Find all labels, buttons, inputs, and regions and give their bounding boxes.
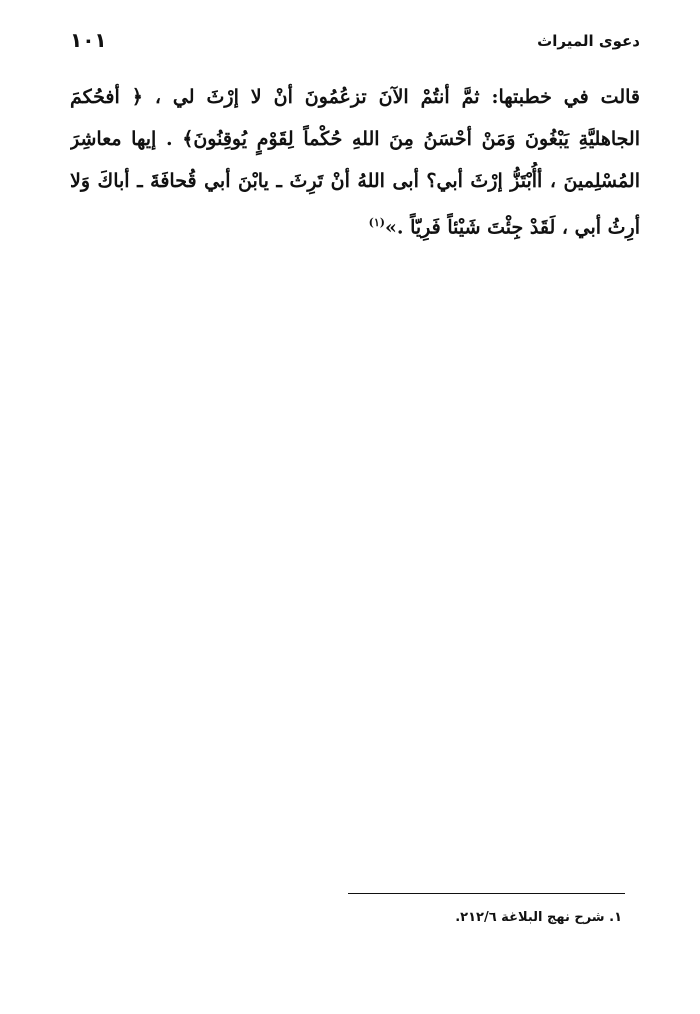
body-line-4-text: أرِثُ أبي ، لَقَدْ جِئْتَ شَيْئاً فَرِيّاً .» [385,216,640,239]
page-header [70,30,640,60]
footnote-reference[interactable]: (١) [368,216,385,229]
body-line-3: المُسْلِمينَ ، أأُبْتَزُّ إرْثَ أبي؟ أبى اللهُ أنْ تَرِثَ ـ يابْنَ أبي قُحافَةَ ـ أباكَ وَلا [70,170,640,192]
footnote-separator [348,893,625,894]
body-line-1: قالت في خطبتها: ثمَّ أنتُمْ الآنَ تزعُمُونَ أنْ لا إرْثَ لي ، ﴿ أفحُكمَ [70,86,640,108]
body-paragraph [70,78,640,246]
page-number: ١٠١ [70,28,107,52]
body-line-2: الجاهليَّةِ يَبْغُونَ وَمَنْ أحْسَنُ مِنَ اللهِ حُكْماً لِقَوْمٍ يُوقِنُونَ﴾ . إيها معاشِرَ [70,128,640,150]
body-line-4 [70,204,640,246]
running-title: دعوى الميراث [537,32,640,50]
footnote: ١. شرح نهج البلاغة ٢١٢/٦. [455,910,622,925]
